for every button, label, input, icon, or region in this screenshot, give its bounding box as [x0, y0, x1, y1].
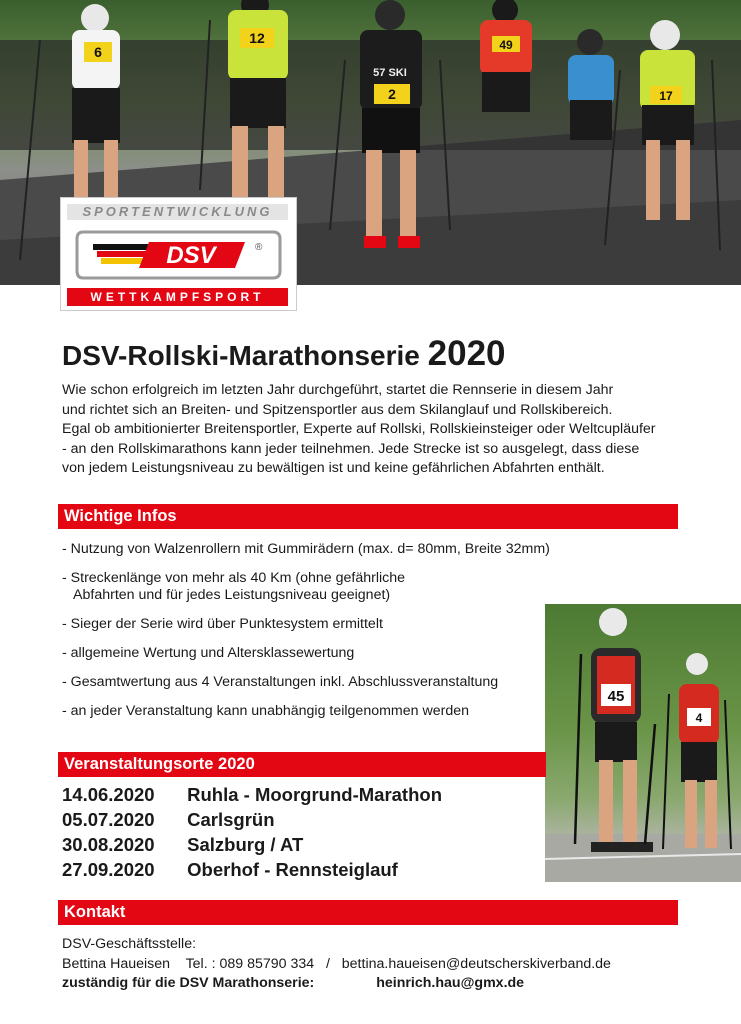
logo-brand: DSV: [166, 242, 216, 269]
info-item: - allgemeine Wertung und Altersklassewertung: [62, 645, 355, 661]
event-name: Salzburg / AT: [187, 834, 304, 855]
racer-figure: [480, 0, 532, 112]
title-year: 2020: [427, 334, 506, 373]
bib-number: 17: [659, 89, 673, 103]
bib-number: 12: [249, 30, 265, 46]
intro-line: Egal ob ambitionierter Breitensportler, Experte auf Rollski, Rollskieinsteiger oder Weltcupläufer: [62, 421, 656, 438]
intro-line: Wie schon erfolgreich im letzten Jahr durchgeführt, startet die Rennserie in diesem Jahr: [62, 382, 614, 398]
bib-number: 2: [388, 86, 396, 102]
page-title: [62, 334, 506, 374]
event-item: [62, 833, 303, 857]
intro-paragraph: [62, 381, 727, 479]
event-name: Carlsgrün: [187, 809, 275, 830]
event-item: [62, 783, 442, 807]
responsible-label: zuständig für die DSV Marathonserie:: [62, 975, 315, 992]
contact-block: [62, 935, 611, 994]
section-header-venues: Veranstaltungsorte 2020: [58, 752, 546, 777]
event-date: 05.07.2020: [62, 809, 155, 830]
event-date: 27.09.2020: [62, 859, 155, 880]
registered-mark: ®: [255, 242, 263, 253]
dsv-emblem: [75, 224, 285, 286]
event-date: 30.08.2020: [62, 834, 155, 855]
section-header-contact: Kontakt: [58, 900, 678, 925]
info-item: - Nutzung von Walzenrollern mit Gummirädern (max. d= 80mm, Breite 32mm): [62, 541, 550, 557]
contact-email[interactable]: bettina.haueisen@deutscherskiverband.de: [341, 955, 611, 972]
intro-line: von jedem Leistungsniveau zu bewältigen ist und keine gefährlichen Abfahrten enthält.: [62, 460, 605, 477]
side-photo-illustration: [545, 604, 741, 882]
contact-responsible: [62, 974, 611, 994]
event-name: Oberhof - Rennsteiglauf: [187, 859, 398, 880]
responsible-email[interactable]: heinrich.hau@gmx.de: [376, 975, 525, 992]
section-header-infos: Wichtige Infos: [58, 504, 678, 529]
bib-number: 45: [607, 688, 625, 705]
event-date: 14.06.2020: [62, 784, 155, 805]
skier-figure: [663, 653, 731, 849]
bib-number: 49: [499, 38, 513, 52]
racer-figure: [72, 4, 120, 200]
event-item: [62, 858, 398, 882]
intro-line: - an den Rollskimarathons kann jeder teilnehmen. Jede Strecke ist so ausgelegt, dass diese: [62, 440, 640, 457]
bib-number: 4: [695, 711, 703, 725]
contact-separator: /: [326, 955, 330, 972]
intro-line: und richtet sich an Breiten- und Spitzensportler aus dem Skilanglauf und Rollskibereich.: [62, 401, 613, 418]
event-item: [62, 808, 275, 832]
side-photo: [545, 604, 741, 882]
bib-number: 57 SKI: [373, 67, 407, 79]
contact-person: Bettina Haueisen: [62, 955, 171, 972]
skier-figure: [575, 608, 655, 852]
dsv-logo: [60, 197, 297, 311]
info-item: - Sieger der Serie wird über Punktesystem ermittelt: [62, 616, 383, 632]
info-item: Abfahrten und für jedes Leistungsniveau geeignet): [62, 587, 391, 603]
logo-bottom-text: WETTKAMPFSPORT: [67, 288, 288, 306]
contact-line: [62, 955, 611, 975]
info-item: - Gesamtwertung aus 4 Veranstaltungen inkl. Abschlussveranstaltung: [62, 674, 499, 690]
info-item: - Streckenlänge von mehr als 40 Km (ohne gefährliche: [62, 570, 406, 586]
logo-top-text: SPORTENTWICKLUNG: [67, 204, 288, 220]
contact-phone: Tel. : 089 85790 334: [185, 955, 315, 972]
info-item: - an jeder Veranstaltung kann unabhängig teilgenommen werden: [62, 703, 469, 719]
event-name: Ruhla - Moorgrund-Marathon: [187, 784, 442, 805]
contact-office: DSV-Geschäftsstelle:: [62, 936, 197, 952]
title-text: DSV-Rollski-Marathonserie: [62, 340, 420, 371]
bib-number: 6: [94, 44, 102, 60]
